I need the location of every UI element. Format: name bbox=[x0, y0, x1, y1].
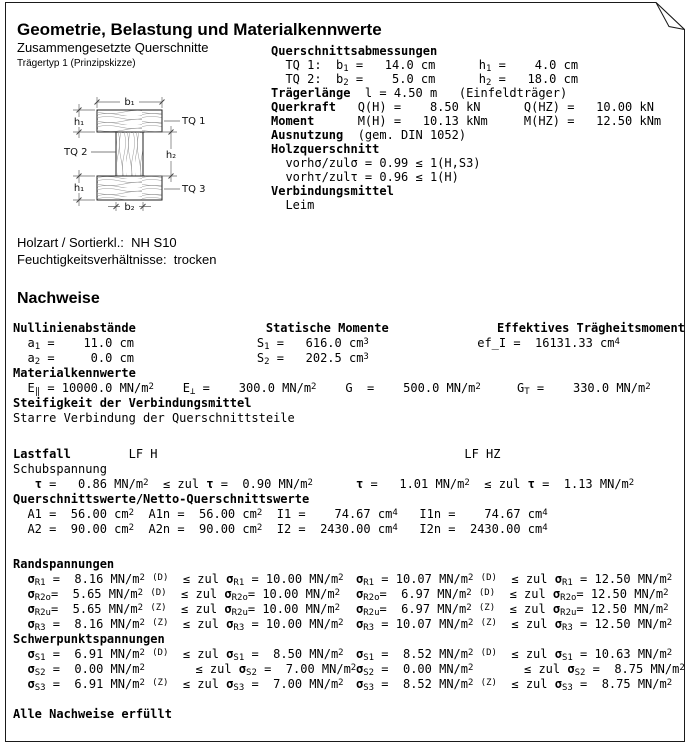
spacer bbox=[13, 537, 685, 557]
material-info bbox=[17, 234, 216, 268]
rand-lf-h: $\sigma_{R1} = 8.16$ $MN/m^2$ $^{(D)}$ ≤ zul $\sigma_{R1} = 10.00$ $MN/m^2$ bbox=[27, 572, 344, 588]
panel-line bbox=[271, 156, 661, 170]
steifigkeit-text: Starre Verbindung der Querschnittsteile bbox=[13, 411, 295, 425]
panel-line-text: M(H) = 10.13 kNm M(HZ) = 12.50 kNm bbox=[314, 114, 662, 128]
h1-top-label: h₁ bbox=[73, 117, 85, 128]
schwerpunkt-row bbox=[13, 662, 685, 677]
panel-line-text: l = 4.50 m (Einfeldträger) bbox=[350, 86, 568, 100]
lastfall-left bbox=[13, 447, 356, 462]
page-subtitle: Zusammengesetzte Querschnitte bbox=[17, 40, 209, 55]
web-shape bbox=[116, 132, 143, 176]
randspannung-row bbox=[13, 617, 685, 632]
lastfall-label: Lastfall bbox=[13, 447, 71, 461]
bottom-flange-shape bbox=[97, 176, 162, 200]
rand-lf-hz: $\sigma_{R2u}= 6.97$ $MN/m^2$ $^{(Z)}$ ≤ zul $\sigma_{R2u}= 12.50$ $MN/m^2$ bbox=[356, 602, 669, 618]
rand-lf-h: $\sigma_{R2u}= 5.65$ $MN/m^2$ $^{(Z)}$ ≤ zul $\sigma_{R2u}= 10.00$ $MN/m^2$ bbox=[27, 602, 340, 618]
geometry-panel bbox=[271, 44, 661, 212]
tq2-label: TQ 2 bbox=[64, 147, 88, 158]
dimension-h2 bbox=[145, 126, 177, 182]
panel-line-text: Leim bbox=[271, 198, 315, 212]
panel-line bbox=[271, 114, 661, 128]
panel-line bbox=[271, 44, 661, 58]
feuchtigkeit-line: Feuchtigkeitsverhältnisse: trocken bbox=[17, 252, 217, 267]
schwerpunktspannungen-label: Schwerpunktspannungen bbox=[13, 632, 165, 646]
panel-line-text: TQ 2: $b_2$ = 5.0 cm $h_2 = 18.0$ cm bbox=[271, 72, 579, 88]
tq3-label: TQ 3 bbox=[182, 184, 206, 195]
values-row: $a_1$ = 11.0 cm $S_1 = 616.0$ $cm^3$ ef_I = 16131.33 $cm^4$ bbox=[13, 336, 620, 352]
panel-line bbox=[271, 58, 661, 72]
randspannungen-label: Randspannungen bbox=[13, 557, 115, 571]
spacer bbox=[13, 426, 685, 447]
lf-hz-label: LF HZ bbox=[356, 447, 501, 461]
panel-line-text: vorhτ/zulτ = 0.96 ≤ 1(H) bbox=[271, 170, 459, 184]
panel-line-label: Querkraft bbox=[271, 100, 337, 114]
randspannung-row bbox=[13, 587, 685, 602]
panel-line-label: Trägerlänge bbox=[271, 86, 351, 100]
materialkennwerte-label: Materialkennwerte bbox=[13, 366, 136, 380]
rand-lf-hz: $\sigma_{R3} = 10.07$ $MN/m^2$ $^{(Z)}$ ≤ zul $\sigma_{R3} = 12.50$ $MN/m^2$ bbox=[356, 617, 673, 633]
schubspannung-row bbox=[13, 477, 685, 492]
panel-line-label: Querschnittsabmessungen bbox=[271, 44, 438, 58]
schwer-lf-h: $\sigma_{S2} = 0.00$ $MN/m^2$ ≤ zul $\sigma_{S2} = 7.00$ $MN/m^2$ bbox=[27, 662, 357, 678]
dimension-b1 bbox=[95, 97, 165, 108]
panel-line-label: Moment bbox=[271, 114, 315, 128]
rand-lf-h: $\sigma_{R2o}= 5.65$ $MN/m^2$ $^{(D)}$ ≤ zul $\sigma_{R2o}= 10.00$ $MN/m^2$ bbox=[27, 587, 340, 603]
values-row: $a_2$ = 0.0 cm $S_2 = 202.5$ $cm^3$ bbox=[13, 351, 369, 367]
columns-header: Nullinienabstände Statische Momente Effektives Trägheitsmoment bbox=[13, 321, 685, 335]
randspannung-row bbox=[13, 572, 685, 587]
panel-line bbox=[271, 86, 661, 100]
panel-line-text: Q(H) = 8.50 kN Q(HZ) = 10.00 kN bbox=[336, 100, 654, 114]
querschnittswerte-label: Querschnittswerte/Netto-Querschnittswerte bbox=[13, 492, 310, 506]
rand-lf-hz: $\sigma_{R2o}= 6.97$ $MN/m^2$ $^{(D)}$ ≤ zul $\sigma_{R2o}= 12.50$ $MN/m^2$ bbox=[356, 587, 669, 603]
dimension-h1-top bbox=[73, 104, 95, 138]
lf-h-label: LF H bbox=[70, 447, 158, 461]
b2-label: b₂ bbox=[124, 202, 135, 213]
dimension-h1-bottom bbox=[73, 170, 95, 206]
steifigkeit-label: Steifigkeit der Verbindungsmittel bbox=[13, 396, 252, 410]
panel-line bbox=[271, 170, 661, 184]
tq1-label: TQ 1 bbox=[182, 116, 206, 127]
panel-line bbox=[271, 142, 661, 156]
panel-line bbox=[271, 128, 661, 142]
dimension-b2 bbox=[108, 202, 151, 213]
panel-line-label: Holzquerschnitt bbox=[271, 142, 380, 156]
report-page bbox=[5, 2, 685, 742]
schub-lf-h: τ = 0.86 $MN/m^2$ ≤ zul τ = 0.90 $MN/m^2$ bbox=[34, 477, 313, 491]
panel-line-text: vorhσ/zulσ = 0.99 ≤ 1(H,S3) bbox=[271, 156, 481, 170]
panel-line-text: (gem. DIN 1052) bbox=[343, 128, 467, 142]
page-title: Geometrie, Belastung und Materialkennwerte bbox=[17, 20, 382, 39]
schwer-lf-h: $\sigma_{S1} = 6.91$ $MN/m^2$ $^{(D)}$ ≤ zul $\sigma_{S1} = 8.50$ $MN/m^2$ bbox=[27, 647, 344, 663]
sketch-caption: Trägertyp 1 (Prinzipskizze) bbox=[17, 58, 136, 69]
panel-line bbox=[271, 72, 661, 86]
materialkennwerte-row: $E_‖ = 10000.0$ $MN/m^2$ $E_\perp$ = 300.0 $MN/m^2$ G = 500.0 $MN/m^2$ $G_T$ = 330.0 $MN/m^2$ bbox=[13, 381, 651, 397]
schubspannung-label: Schubspannung bbox=[13, 462, 107, 476]
schwer-lf-hz: $\sigma_{S2} = 0.00$ $MN/m^2$ ≤ zul $\sigma_{S2} = 8.75$ $MN/m^2$ bbox=[356, 662, 685, 678]
schwerpunkt-row bbox=[13, 677, 685, 692]
nachweise-report bbox=[13, 321, 685, 722]
schwerpunkt-row bbox=[13, 647, 685, 662]
schwer-lf-hz: $\sigma_{S3} = 8.52$ $MN/m^2$ $^{(Z)}$ ≤ zul $\sigma_{S3} = 8.75$ $MN/m^2$ bbox=[356, 677, 673, 693]
b1-label: b₁ bbox=[124, 97, 135, 108]
result-footer: Alle Nachweise erfüllt bbox=[13, 707, 172, 721]
schwer-lf-h: $\sigma_{S3} = 6.91$ $MN/m^2$ $^{(Z)}$ ≤ zul $\sigma_{S3} = 7.00$ $MN/m^2$ bbox=[27, 677, 344, 693]
top-flange-shape bbox=[97, 110, 162, 132]
holzart-line: Holzart / Sortierkl.: NH S10 bbox=[17, 235, 177, 250]
panel-line bbox=[271, 100, 661, 114]
panel-line bbox=[271, 198, 661, 212]
lastfall-row bbox=[13, 447, 685, 462]
h1-bottom-label: h₁ bbox=[73, 183, 85, 194]
h2-label: h₂ bbox=[165, 150, 177, 161]
querschnittswerte-row: A1 = 56.00 $cm^2$ A1n = 56.00 $cm^2$ I1 = 74.67 $cm^4$ I1n = 74.67 $cm^4$ bbox=[13, 507, 548, 521]
querschnittswerte-row: A2 = 90.00 $cm^2$ A2n = 90.00 $cm^2$ I2 = 2430.00 $cm^4$ I2n = 2430.00 $cm^4$ bbox=[13, 522, 548, 536]
rand-lf-hz: $\sigma_{R1} = 10.07$ $MN/m^2$ $^{(D)}$ ≤ zul $\sigma_{R1} = 12.50$ $MN/m^2$ bbox=[356, 572, 673, 588]
panel-line-text: TQ 1: $b_1 = 14.0$ cm $h_1$ = 4.0 cm bbox=[271, 58, 579, 74]
rand-lf-h: $\sigma_{R3} = 8.16$ $MN/m^2$ $^{(Z)}$ ≤ zul $\sigma_{R3} = 10.00$ $MN/m^2$ bbox=[27, 617, 344, 633]
randspannung-row bbox=[13, 602, 685, 617]
cross-section-sketch bbox=[54, 89, 264, 217]
schwer-lf-hz: $\sigma_{S1} = 8.52$ $MN/m^2$ $^{(D)}$ ≤ zul $\sigma_{S1} = 10.63$ $MN/m^2$ bbox=[356, 647, 673, 663]
section-heading-nachweise: Nachweise bbox=[17, 290, 100, 307]
spacer bbox=[13, 692, 685, 707]
panel-line bbox=[271, 184, 661, 198]
schub-lf-hz: τ = 1.01 $MN/m^2$ ≤ zul τ = 1.13 $MN/m^2$ bbox=[356, 477, 635, 491]
panel-line-label: Verbindungsmittel bbox=[271, 184, 394, 198]
page-content bbox=[5, 2, 685, 742]
panel-line-label: Ausnutzung bbox=[271, 128, 344, 142]
